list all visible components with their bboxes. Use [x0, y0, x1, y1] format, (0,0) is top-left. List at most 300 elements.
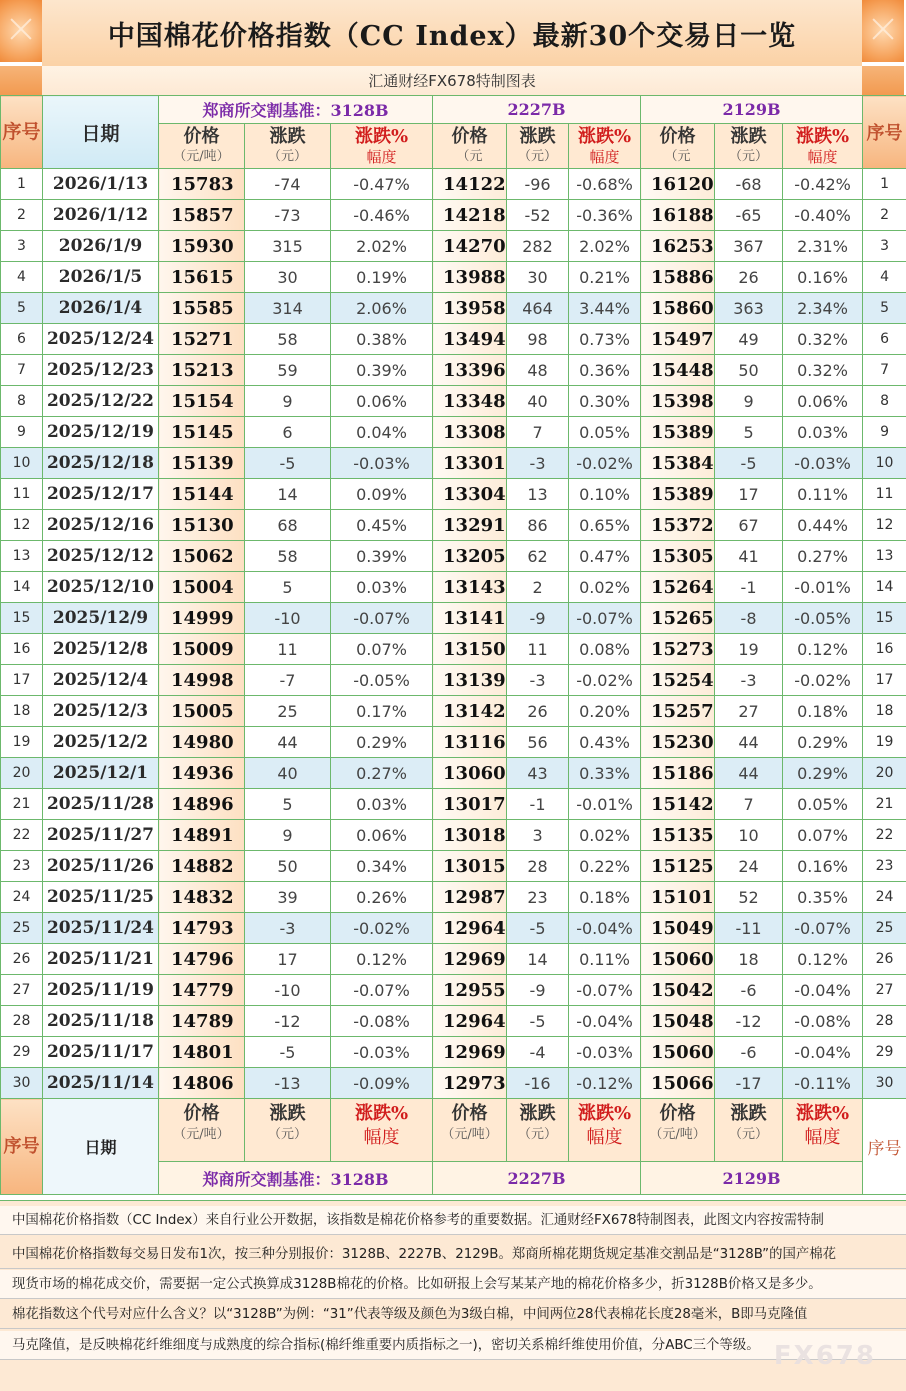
row-seq: 24: [1, 882, 43, 913]
price-2129b: 15372: [641, 510, 715, 541]
chg-2129b: 50: [715, 355, 783, 386]
pct-2129b: 0.11%: [783, 479, 863, 510]
price-2129b: 15060: [641, 1037, 715, 1068]
price-2227b: 13205: [433, 541, 507, 572]
chg-3128b: 315: [245, 231, 331, 262]
chg-2129b: 9: [715, 386, 783, 417]
row-seq: 15: [1, 603, 43, 634]
footer-chg-3128b: 涨跌 （元）: [245, 1099, 331, 1162]
price-3128b: 14891: [159, 820, 245, 851]
price-2227b: 13060: [433, 758, 507, 789]
header-seq: 序号: [1, 96, 43, 169]
row-seq-right: 28: [863, 1006, 906, 1037]
chg-2227b: -5: [507, 913, 569, 944]
note-line-2: 中国棉花价格指数每交易日发布1次，按三种分别报价：3128B、2227B、2129B。郑商所棉花期货规定基准交割品是“3128B”的国产棉花: [0, 1240, 906, 1269]
row-seq: 28: [1, 1006, 43, 1037]
price-2227b: 12964: [433, 913, 507, 944]
pct-3128b: -0.47%: [331, 169, 433, 200]
pct-2129b: 0.16%: [783, 851, 863, 882]
table-row: [1, 386, 906, 417]
price-3128b: 15005: [159, 696, 245, 727]
price-2227b: 12969: [433, 944, 507, 975]
chg-2227b: 2: [507, 572, 569, 603]
pct-3128b: 0.06%: [331, 386, 433, 417]
chg-2129b: 44: [715, 758, 783, 789]
pct-2129b: 0.12%: [783, 634, 863, 665]
pct-3128b: -0.03%: [331, 1037, 433, 1068]
chg-2129b: 367: [715, 231, 783, 262]
table-row: [1, 696, 906, 727]
row-date: 2025/12/22: [43, 386, 159, 417]
row-seq: 6: [1, 324, 43, 355]
price-3128b: 15615: [159, 262, 245, 293]
price-3128b: 15009: [159, 634, 245, 665]
note-line-1: 中国棉花价格指数（CC Index）来自行业公开数据，该指数是棉花价格参考的重要数据。汇通财经FX678特制图表，此图文内容按需特制: [0, 1206, 906, 1235]
row-date: 2026/1/12: [43, 200, 159, 231]
header-chg-2227b: 涨跌 （元）: [507, 124, 569, 169]
chg-2129b: 27: [715, 696, 783, 727]
pct-2129b: -0.05%: [783, 603, 863, 634]
price-2227b: 14270: [433, 231, 507, 262]
chg-2227b: 23: [507, 882, 569, 913]
chg-2129b: 18: [715, 944, 783, 975]
chg-2227b: -9: [507, 603, 569, 634]
table-row: [1, 324, 906, 355]
pct-2227b: 0.73%: [569, 324, 641, 355]
price-2227b: 14122: [433, 169, 507, 200]
pct-2227b: 0.20%: [569, 696, 641, 727]
footer-pct-2227b: 涨跌% 幅度: [569, 1099, 641, 1162]
price-3128b: 14882: [159, 851, 245, 882]
price-2227b: 12955: [433, 975, 507, 1006]
chg-2129b: 10: [715, 820, 783, 851]
chg-2129b: 5: [715, 417, 783, 448]
row-seq-right: 14: [863, 572, 906, 603]
row-seq: 2: [1, 200, 43, 231]
pct-2227b: -0.04%: [569, 913, 641, 944]
chg-2227b: 282: [507, 231, 569, 262]
row-seq-right: 25: [863, 913, 906, 944]
price-2129b: 15497: [641, 324, 715, 355]
pct-2129b: 0.27%: [783, 541, 863, 572]
pct-2129b: -0.11%: [783, 1068, 863, 1099]
price-2227b: 13143: [433, 572, 507, 603]
chg-2227b: 28: [507, 851, 569, 882]
price-2227b: 12969: [433, 1037, 507, 1068]
pct-2227b: 0.21%: [569, 262, 641, 293]
table-row: [1, 820, 906, 851]
pct-2227b: 0.30%: [569, 386, 641, 417]
chg-3128b: 50: [245, 851, 331, 882]
pct-2227b: -0.01%: [569, 789, 641, 820]
pct-3128b: 0.04%: [331, 417, 433, 448]
table-row: [1, 913, 906, 944]
chg-3128b: 6: [245, 417, 331, 448]
price-3128b: 14806: [159, 1068, 245, 1099]
footer-chg-2129b: 涨跌 （元）: [715, 1099, 783, 1162]
pct-2129b: 2.34%: [783, 293, 863, 324]
table-row: [1, 355, 906, 386]
chg-2129b: -17: [715, 1068, 783, 1099]
pct-2227b: 0.05%: [569, 417, 641, 448]
row-seq: 23: [1, 851, 43, 882]
header-date: 日期: [43, 96, 159, 169]
chg-2129b: 49: [715, 324, 783, 355]
chg-2129b: 17: [715, 479, 783, 510]
chg-2227b: -4: [507, 1037, 569, 1068]
price-3128b: 15139: [159, 448, 245, 479]
chg-2227b: -1: [507, 789, 569, 820]
pct-3128b: 0.38%: [331, 324, 433, 355]
pct-2227b: -0.68%: [569, 169, 641, 200]
table-row: [1, 293, 906, 324]
chg-3128b: 5: [245, 789, 331, 820]
price-2227b: 12987: [433, 882, 507, 913]
pct-2227b: -0.36%: [569, 200, 641, 231]
chg-3128b: 9: [245, 386, 331, 417]
price-2227b: 13291: [433, 510, 507, 541]
footer-seq-right: 序号: [863, 1099, 906, 1195]
pct-3128b: 0.12%: [331, 944, 433, 975]
pct-2227b: 0.33%: [569, 758, 641, 789]
footer-price-3128b: 价格 （元/吨）: [159, 1099, 245, 1162]
footer-pct-3128b: 涨跌% 幅度: [331, 1099, 433, 1162]
header-chg-2129b: 涨跌 （元）: [715, 124, 783, 169]
pct-2227b: 0.36%: [569, 355, 641, 386]
pct-2129b: 0.29%: [783, 727, 863, 758]
table-row: [1, 975, 906, 1006]
table-row: [1, 417, 906, 448]
chg-3128b: 5: [245, 572, 331, 603]
row-seq: 8: [1, 386, 43, 417]
corner-band-left: [0, 66, 42, 95]
note-line-3: 现货市场的棉花成交价，需要据一定公式换算成3128B棉花的价格。比如研报上会写某某产地的棉花价格多少，折3128B价格又是多少。: [0, 1270, 906, 1299]
header-chg-3128b: 涨跌 （元）: [245, 124, 331, 169]
pct-3128b: -0.07%: [331, 603, 433, 634]
price-3128b: 15144: [159, 479, 245, 510]
chg-2129b: 52: [715, 882, 783, 913]
chg-3128b: 9: [245, 820, 331, 851]
chg-2227b: -3: [507, 448, 569, 479]
row-date: 2025/11/26: [43, 851, 159, 882]
row-seq-right: 30: [863, 1068, 906, 1099]
pct-2129b: 0.32%: [783, 324, 863, 355]
price-3128b: 14896: [159, 789, 245, 820]
chg-2129b: -5: [715, 448, 783, 479]
row-seq: 7: [1, 355, 43, 386]
row-seq: 11: [1, 479, 43, 510]
pct-3128b: 0.09%: [331, 479, 433, 510]
pct-2129b: 0.29%: [783, 758, 863, 789]
price-2129b: 15389: [641, 479, 715, 510]
chg-3128b: 25: [245, 696, 331, 727]
pct-2227b: 0.10%: [569, 479, 641, 510]
row-date: 2026/1/9: [43, 231, 159, 262]
pct-2227b: 0.47%: [569, 541, 641, 572]
chg-3128b: 314: [245, 293, 331, 324]
pct-2129b: -0.04%: [783, 1037, 863, 1068]
header-group-2227b: 2227B: [433, 96, 641, 124]
price-3128b: 15213: [159, 355, 245, 386]
row-seq-right: 15: [863, 603, 906, 634]
row-seq-right: 5: [863, 293, 906, 324]
pct-2129b: 2.31%: [783, 231, 863, 262]
row-date: 2025/12/16: [43, 510, 159, 541]
row-seq: 14: [1, 572, 43, 603]
chg-2129b: -6: [715, 975, 783, 1006]
row-seq: 27: [1, 975, 43, 1006]
chg-2129b: -1: [715, 572, 783, 603]
price-2129b: 15049: [641, 913, 715, 944]
row-seq-right: 8: [863, 386, 906, 417]
table-row: [1, 758, 906, 789]
price-2227b: 13017: [433, 789, 507, 820]
chg-2227b: 56: [507, 727, 569, 758]
pct-2129b: -0.07%: [783, 913, 863, 944]
pct-3128b: -0.07%: [331, 975, 433, 1006]
price-2129b: 15384: [641, 448, 715, 479]
chg-2129b: 19: [715, 634, 783, 665]
price-3128b: 14980: [159, 727, 245, 758]
price-2227b: 13139: [433, 665, 507, 696]
header-price-2129b: 价格 （元: [641, 124, 715, 169]
row-seq-right: 10: [863, 448, 906, 479]
price-2227b: 13116: [433, 727, 507, 758]
chg-2227b: 11: [507, 634, 569, 665]
price-2227b: 13141: [433, 603, 507, 634]
price-3128b: 15271: [159, 324, 245, 355]
price-2129b: 15448: [641, 355, 715, 386]
chg-2129b: -8: [715, 603, 783, 634]
row-seq: 17: [1, 665, 43, 696]
row-seq-right: 19: [863, 727, 906, 758]
pct-2227b: -0.07%: [569, 975, 641, 1006]
price-3128b: 14789: [159, 1006, 245, 1037]
price-2129b: 15230: [641, 727, 715, 758]
price-2227b: 13304: [433, 479, 507, 510]
row-seq-right: 17: [863, 665, 906, 696]
row-seq-right: 29: [863, 1037, 906, 1068]
pct-2129b: 0.03%: [783, 417, 863, 448]
pct-2129b: 0.06%: [783, 386, 863, 417]
row-date: 2025/11/14: [43, 1068, 159, 1099]
pct-2227b: -0.07%: [569, 603, 641, 634]
footer-pct-2129b: 涨跌% 幅度: [783, 1099, 863, 1162]
row-date: 2025/11/25: [43, 882, 159, 913]
price-3128b: 14801: [159, 1037, 245, 1068]
row-seq: 26: [1, 944, 43, 975]
page-subtitle: 汇通财经FX678特制图表: [42, 66, 862, 95]
row-seq-right: 20: [863, 758, 906, 789]
footer-date: 日期: [43, 1099, 159, 1195]
pct-2129b: 0.44%: [783, 510, 863, 541]
row-date: 2025/11/18: [43, 1006, 159, 1037]
chg-3128b: -3: [245, 913, 331, 944]
row-date: 2025/12/17: [43, 479, 159, 510]
chg-3128b: -10: [245, 975, 331, 1006]
row-seq: 12: [1, 510, 43, 541]
table-row: [1, 1068, 906, 1099]
row-date: 2026/1/13: [43, 169, 159, 200]
row-date: 2025/11/28: [43, 789, 159, 820]
pct-2227b: 0.22%: [569, 851, 641, 882]
pct-2227b: -0.04%: [569, 1006, 641, 1037]
price-2227b: 14218: [433, 200, 507, 231]
pct-2227b: -0.03%: [569, 1037, 641, 1068]
chg-2129b: 67: [715, 510, 783, 541]
pct-2227b: 0.08%: [569, 634, 641, 665]
chg-2227b: 464: [507, 293, 569, 324]
chg-2129b: -65: [715, 200, 783, 231]
table-row: [1, 169, 906, 200]
chg-2227b: 26: [507, 696, 569, 727]
price-3128b: 15145: [159, 417, 245, 448]
row-date: 2025/12/2: [43, 727, 159, 758]
price-2129b: 15398: [641, 386, 715, 417]
header-group-2129b: 2129B: [641, 96, 863, 124]
price-2227b: 13308: [433, 417, 507, 448]
pct-2227b: 0.11%: [569, 944, 641, 975]
chg-2129b: 7: [715, 789, 783, 820]
table-row: [1, 944, 906, 975]
row-date: 2025/12/12: [43, 541, 159, 572]
pct-2129b: -0.01%: [783, 572, 863, 603]
price-3128b: 14832: [159, 882, 245, 913]
footer-seq: 序号: [1, 1099, 43, 1195]
pct-3128b: -0.02%: [331, 913, 433, 944]
price-2227b: 13958: [433, 293, 507, 324]
price-2129b: 15265: [641, 603, 715, 634]
header-group-3128b: 郑商所交割基准：3128B: [159, 96, 433, 124]
row-seq: 16: [1, 634, 43, 665]
pct-2129b: -0.02%: [783, 665, 863, 696]
price-3128b: 14779: [159, 975, 245, 1006]
row-seq-right: 26: [863, 944, 906, 975]
price-2129b: 15257: [641, 696, 715, 727]
price-2129b: 15135: [641, 820, 715, 851]
header-price-2227b: 价格 （元: [433, 124, 507, 169]
chg-3128b: -7: [245, 665, 331, 696]
price-3128b: 14793: [159, 913, 245, 944]
price-2129b: 15389: [641, 417, 715, 448]
price-2129b: 15273: [641, 634, 715, 665]
price-table: [0, 95, 906, 1195]
pct-3128b: 0.39%: [331, 541, 433, 572]
table-row: [1, 1006, 906, 1037]
row-seq: 22: [1, 820, 43, 851]
chg-2129b: 26: [715, 262, 783, 293]
pct-2227b: -0.02%: [569, 665, 641, 696]
table-row: [1, 200, 906, 231]
row-seq: 19: [1, 727, 43, 758]
footer-price-2129b: 价格 （元/吨）: [641, 1099, 715, 1162]
row-seq-right: 27: [863, 975, 906, 1006]
chg-2227b: 98: [507, 324, 569, 355]
row-date: 2025/12/9: [43, 603, 159, 634]
price-2129b: 15042: [641, 975, 715, 1006]
chg-2227b: 3: [507, 820, 569, 851]
row-date: 2025/12/24: [43, 324, 159, 355]
chg-3128b: 40: [245, 758, 331, 789]
footer-price-2227b: 价格 （元/吨）: [433, 1099, 507, 1162]
pct-2129b: -0.40%: [783, 200, 863, 231]
table-row: [1, 789, 906, 820]
row-seq-right: 2: [863, 200, 906, 231]
pct-3128b: -0.09%: [331, 1068, 433, 1099]
price-3128b: 14796: [159, 944, 245, 975]
header-pct-3128b: 涨跌% 幅度: [331, 124, 433, 169]
price-3128b: 14936: [159, 758, 245, 789]
pct-2129b: 0.32%: [783, 355, 863, 386]
row-date: 2025/12/4: [43, 665, 159, 696]
price-2129b: 15060: [641, 944, 715, 975]
row-seq-right: 21: [863, 789, 906, 820]
pct-2227b: 2.02%: [569, 231, 641, 262]
page-title: 中国棉花价格指数（CC Index）最新30个交易日一览: [42, 0, 862, 66]
row-seq: 30: [1, 1068, 43, 1099]
row-seq: 13: [1, 541, 43, 572]
price-2129b: 15048: [641, 1006, 715, 1037]
row-date: 2025/11/19: [43, 975, 159, 1006]
price-3128b: 15930: [159, 231, 245, 262]
row-date: 2025/11/27: [43, 820, 159, 851]
chg-2129b: 44: [715, 727, 783, 758]
row-seq-right: 4: [863, 262, 906, 293]
table-row: [1, 1037, 906, 1068]
chg-2227b: -5: [507, 1006, 569, 1037]
chg-3128b: 59: [245, 355, 331, 386]
chg-2227b: 62: [507, 541, 569, 572]
chg-2227b: 86: [507, 510, 569, 541]
chg-3128b: 39: [245, 882, 331, 913]
chg-2129b: -11: [715, 913, 783, 944]
price-2227b: 13015: [433, 851, 507, 882]
price-2227b: 13301: [433, 448, 507, 479]
price-2129b: 15125: [641, 851, 715, 882]
row-seq: 1: [1, 169, 43, 200]
pct-3128b: 0.03%: [331, 789, 433, 820]
pct-2227b: 0.18%: [569, 882, 641, 913]
chg-3128b: -10: [245, 603, 331, 634]
price-2129b: 15264: [641, 572, 715, 603]
chg-3128b: 11: [245, 634, 331, 665]
row-seq-right: 13: [863, 541, 906, 572]
chg-3128b: -13: [245, 1068, 331, 1099]
pct-2129b: 0.18%: [783, 696, 863, 727]
chg-2227b: -96: [507, 169, 569, 200]
note-line-5: 马克隆值，是反映棉花纤维细度与成熟度的综合指标(棉纤维重要内质指标之一)，密切关系棉纤维使用价值，分ABC三个等级。: [0, 1331, 906, 1360]
footer-chg-2227b: 涨跌 （元）: [507, 1099, 569, 1162]
pct-2227b: -0.12%: [569, 1068, 641, 1099]
chg-2227b: 30: [507, 262, 569, 293]
pct-3128b: 0.34%: [331, 851, 433, 882]
pct-3128b: -0.05%: [331, 665, 433, 696]
pct-2227b: 3.44%: [569, 293, 641, 324]
price-2129b: 16253: [641, 231, 715, 262]
price-3128b: 15585: [159, 293, 245, 324]
price-2129b: 15860: [641, 293, 715, 324]
pct-2227b: 0.65%: [569, 510, 641, 541]
price-3128b: 14998: [159, 665, 245, 696]
row-date: 2025/11/17: [43, 1037, 159, 1068]
footer-group-2129b: 2129B: [641, 1162, 863, 1195]
price-3128b: 15004: [159, 572, 245, 603]
pct-3128b: 0.17%: [331, 696, 433, 727]
chg-3128b: -74: [245, 169, 331, 200]
chg-3128b: 68: [245, 510, 331, 541]
row-date: 2025/12/18: [43, 448, 159, 479]
pct-2227b: 0.02%: [569, 820, 641, 851]
